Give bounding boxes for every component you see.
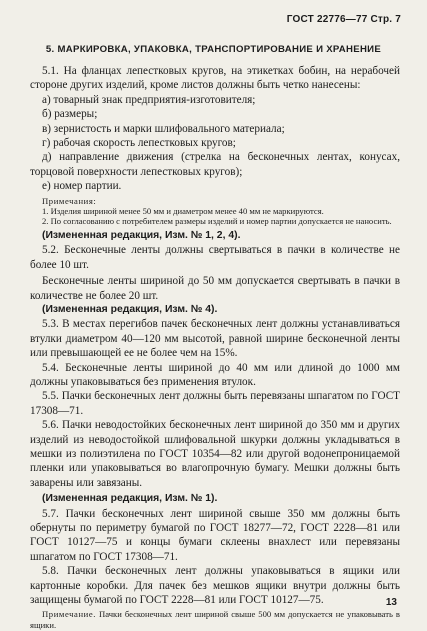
clause-5-2: 5.2. Бесконечные ленты должны свертываться в пачки в количестве не более 10 шт. xyxy=(30,244,400,271)
list-item: д) направление движения (стрелка на бесконечных лентах, конусах, торцовой поверхности лепестковых кругов); xyxy=(30,151,400,178)
footnote-text: Пачки бесконечных лент шириной свыше 500 мм допускается не упаковывать в ящики. xyxy=(30,609,400,630)
page-number: 13 xyxy=(385,597,397,608)
amendment-note: (Измененная редакция, Изм. № 1, 2, 4). xyxy=(42,229,241,241)
page-header: ГОСТ 22776—77 Стр. 7 xyxy=(286,14,401,25)
clause-5-2-para: Бесконечные ленты шириной до 50 мм допускается свертывать в пачки в количестве не более 20 шт. xyxy=(30,275,400,302)
document-body xyxy=(30,64,400,630)
clause-5-8: 5.8. Пачки бесконечных лент должны упаковываться в ящики или картонные коробки. Для пачек без мешков ящики внутри должны быть защищены бумагой по ГОСТ 2228—81 или ГОСТ 10127—75. xyxy=(30,565,400,607)
list-item: в) зернистость и марки шлифовального материала; xyxy=(42,122,285,135)
clause-5-1: 5.1. На фланцах лепестковых кругов, на этикетках бобин, на нерабочей стороне других изделий, кроме листов должны быть четко нанесены: xyxy=(30,65,400,92)
clause-5-3: 5.3. В местах перегибов пачек бесконечных лент должны устанавливаться втулки диаметром 40—120 мм высотой, равной ширине бесконечной ленты или превышающей ее не более чем на 15%. xyxy=(30,318,400,360)
note-item: 2. По согласованию с потребителем размеры изделий и номер партии допускается не наносить. xyxy=(42,216,392,227)
footnote xyxy=(30,609,400,630)
clause-5-5: 5.5. Пачки бесконечных лент должны быть перевязаны шпагатом по ГОСТ 17308—71. xyxy=(30,390,400,417)
clause-5-4: 5.4. Бесконечные ленты шириной до 40 мм или длиной до 1000 мм должны упаковываться без применения втулок. xyxy=(30,361,400,388)
list-item: г) рабочая скорость лепестковых кругов; xyxy=(42,137,236,150)
amendment-note: (Измененная редакция, Изм. № 4). xyxy=(42,303,218,315)
list-item: а) товарный знак предприятия-изготовителя; xyxy=(42,93,256,106)
clause-5-7: 5.7. Пачки бесконечных лент шириной свыше 350 мм должны быть обернуты по периметру бумагой по ГОСТ 18277—72, ГОСТ 2228—81 или ГОСТ 10127—75 и концы бумаги склеены внахлест или перевязаны шпагатом по ГОСТ 17308—71. xyxy=(30,507,400,563)
clause-5-6: 5.6. Пачки неводостойких бесконечных лент шириной до 350 мм и других изделий из неводостойкой шлифовальной шкурки должны укладываться в мешки из полиэтилена по ГОСТ 10354—82 или другой водонепроницаемой пленки или упаковываться во влагопрочную бумагу. Мешки должны быть заварены или завязаны. xyxy=(30,419,400,489)
footnote-label: Примечание. xyxy=(42,609,97,620)
notes-heading: Примечания: xyxy=(42,195,97,206)
section-title: 5. МАРКИРОВКА, УПАКОВКА, ТРАНСПОРТИРОВАНИЕ И ХРАНЕНИЕ xyxy=(45,44,382,55)
amendment-note: (Измененная редакция, Изм. № 1). xyxy=(42,493,218,505)
list-item: б) размеры; xyxy=(42,108,98,121)
note-item: 1. Изделия шириной менее 50 мм и диаметром менее 40 мм не маркируются. xyxy=(42,206,324,217)
list-item: е) номер партии. xyxy=(42,180,122,193)
